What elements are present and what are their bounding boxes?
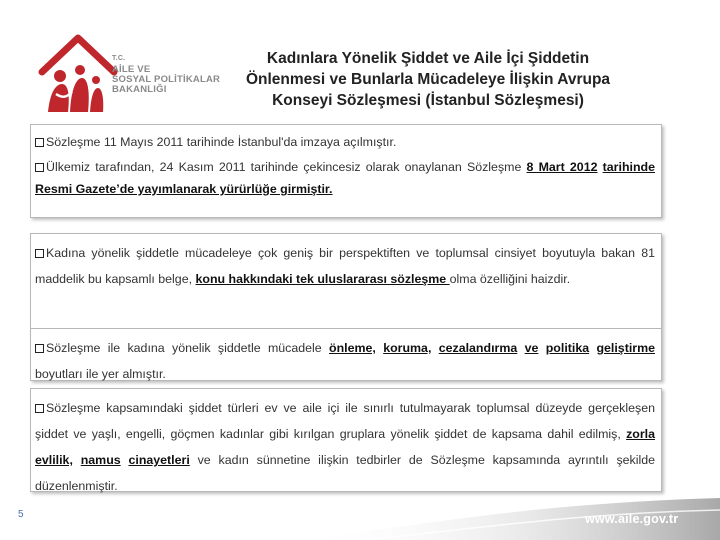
paragraph-text: olma özelliğini haizdir. bbox=[449, 272, 571, 286]
paragraph-text: Sözleşme kapsamındaki şiddet türleri ev ve aile içi ile sınırlı tutulmayarak toplumsal düzeyde gerçekleşen şiddet ve yaşlı, engelli, göçmen kadınlar gibi kırılgan gruplara yönelik şiddet de kapsama dahil edilmiş, bbox=[35, 401, 655, 441]
paragraph-text: ve kadın sünnetine ilişkin tedbirler de Sözleşme kapsamında ayrıntılı şekilde düzenlenmiştir. bbox=[35, 453, 656, 493]
logo-line-tc: T.C. bbox=[112, 55, 126, 62]
logo-line-2: AİLE VE bbox=[112, 64, 151, 75]
checkbox-bullet-icon bbox=[35, 163, 44, 172]
underlined-term: namus bbox=[80, 453, 121, 467]
checkbox-bullet-icon bbox=[35, 404, 44, 413]
title-line-1: Kadınlara Yönelik Şiddet ve Aile İçi Şiddetin bbox=[266, 50, 590, 67]
underlined-term: koruma, bbox=[383, 341, 432, 355]
title-line-3: Konseyi Sözleşmesi (İstanbul Sözleşmesi) bbox=[272, 92, 584, 109]
info-box-signing bbox=[30, 124, 662, 218]
logo-line-4: BAKANLIĞI bbox=[112, 84, 167, 95]
bullet-paragraph bbox=[35, 156, 655, 200]
underlined-term: önleme, bbox=[329, 341, 376, 355]
info-box-violence-types bbox=[30, 388, 662, 492]
underlined-term: cinayetleri bbox=[128, 453, 190, 467]
title-line-2: Önlenmesi ve Bunlarla Mücadeleye İlişkin Avrupa bbox=[245, 71, 611, 88]
checkbox-bullet-icon bbox=[35, 249, 44, 258]
bullet-paragraph bbox=[35, 240, 655, 292]
family-logo-icon bbox=[38, 32, 118, 114]
underlined-phrase: konu hakkındaki tek uluslararası sözleşme bbox=[195, 272, 450, 286]
slide-title bbox=[188, 48, 668, 111]
checkbox-bullet-icon bbox=[35, 344, 44, 353]
underlined-phrase: tarihinde Resmi Gazete’de yayımlanarak yürürlüğe girmiştir. bbox=[35, 160, 655, 196]
info-box-dimensions bbox=[30, 329, 662, 381]
underlined-term: zorla bbox=[626, 427, 655, 441]
paragraph-text: boyutları ile yer almıştır. bbox=[35, 367, 166, 381]
underlined-term: evlilik, bbox=[35, 453, 73, 467]
bullet-paragraph bbox=[35, 395, 655, 499]
paragraph-text: Kadına yönelik şiddetle mücadeleye çok geniş bir perspektiften ve toplumsal cinsiyet boyutuyla bakan 81 maddelik bu kapsamlı belge, bbox=[35, 246, 655, 286]
underlined-term: politika bbox=[545, 341, 590, 355]
paragraph-text: Sözleşme 11 Mayıs 2011 tarihinde İstanbul'da imzaya açılmıştır. bbox=[46, 135, 397, 149]
underlined-term: cezalandırma bbox=[438, 341, 518, 355]
underlined-date: 8 Mart 2012 bbox=[526, 160, 598, 174]
bullet-paragraph bbox=[35, 131, 655, 153]
website-link[interactable]: www.aile.gov.tr bbox=[585, 512, 679, 526]
underlined-term: ve bbox=[524, 341, 539, 355]
logo-line-3: SOSYAL POLİTİKALAR bbox=[112, 74, 221, 85]
page-number: 5 bbox=[18, 509, 24, 520]
info-box-scope bbox=[30, 233, 662, 329]
bullet-paragraph bbox=[35, 335, 655, 387]
checkbox-bullet-icon bbox=[35, 138, 44, 147]
paragraph-text: Sözleşme ile kadına yönelik şiddetle mücadele bbox=[46, 341, 330, 355]
paragraph-text: Ülkemiz tarafından, 24 Kasım 2011 tarihinde çekincesiz olarak onaylanan Sözleşme bbox=[46, 160, 527, 174]
underlined-term: geliştirme bbox=[596, 341, 655, 355]
